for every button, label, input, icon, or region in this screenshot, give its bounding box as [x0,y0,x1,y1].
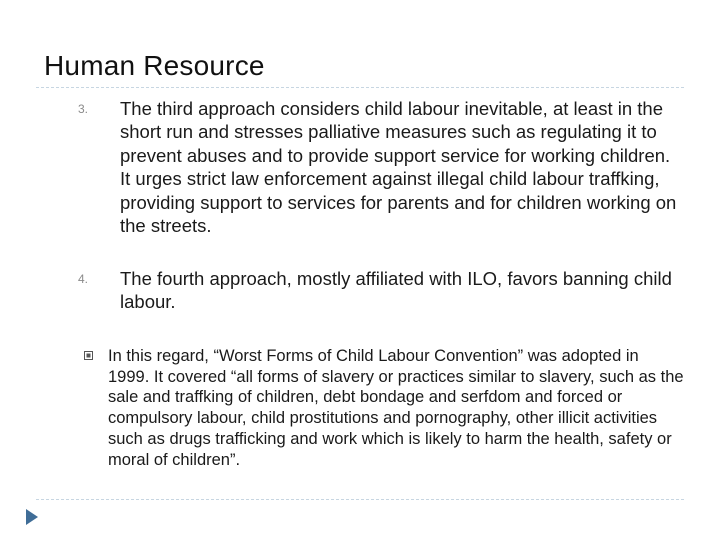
slide-title: Human Resource [44,50,265,81]
list-item-3 [78,97,678,237]
next-slide-arrow-icon[interactable] [25,508,39,526]
sub-bullet-item [84,346,684,470]
list-number: 3. [78,102,89,116]
list-item-text: The third approach considers child labour inevitable, at least in the short run and stresses palliative measures such as regulating it to prevent abuses and to provide support service for working children. It urges strict law enforcement against illegal child labour traffking, providing support to services for parents and for children working on the streets. [120,98,677,237]
title-divider [36,87,684,88]
footer-divider [36,499,684,500]
list-item-text: The fourth approach, mostly affiliated with ILO, favors banning child labour. [120,268,672,313]
sub-bullet-text: In this regard, “Worst Forms of Child Labour Convention” was adopted in 1999. It covered “all forms of slavery or practices similar to slavery, such as the sale and traffking of children, debt bondage and serfdom and forced or compulsory labour, child prostitutions and pornography, other illicit activities such as drugs trafficking and work which is likely to harm the health, safety or moral of children”. [108,347,684,469]
list-item-4 [78,267,678,314]
square-bullet-icon [84,351,93,360]
list-number: 4. [78,272,89,286]
